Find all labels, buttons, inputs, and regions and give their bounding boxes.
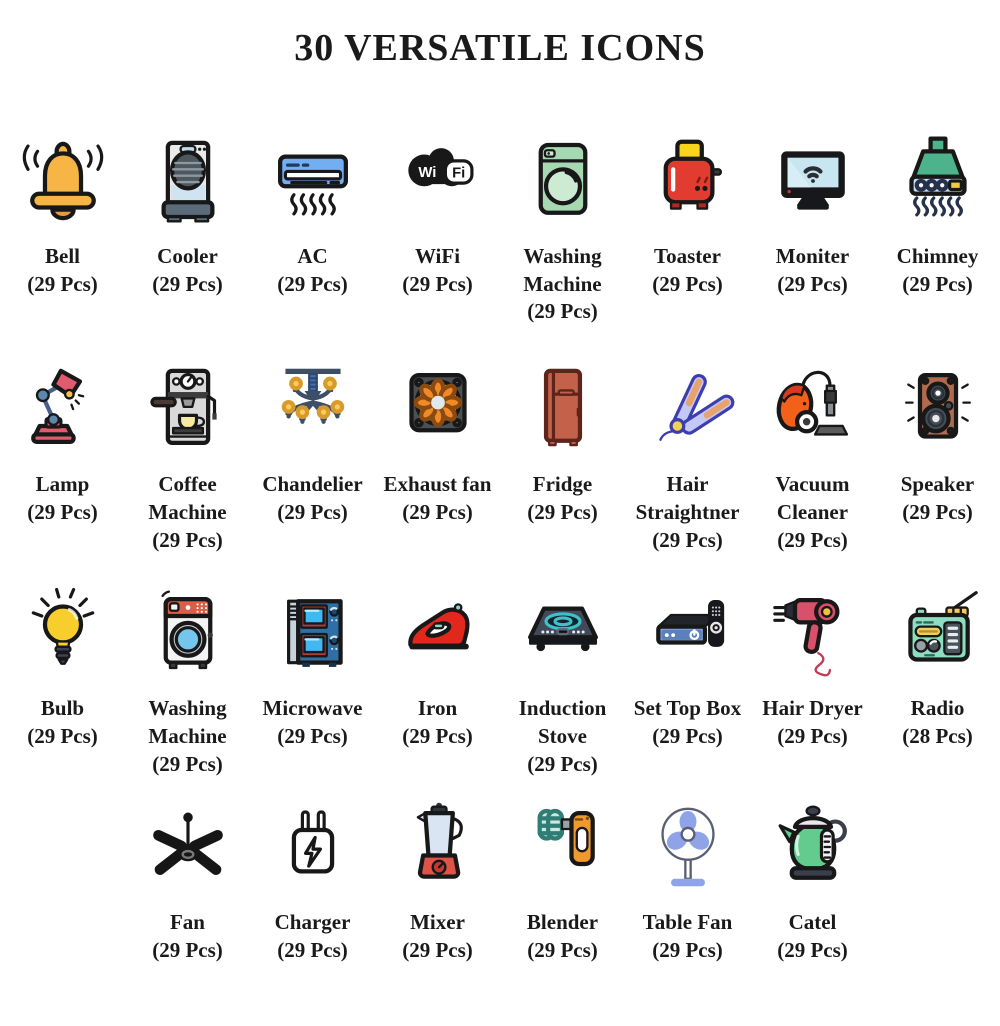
item-radio	[875, 576, 1000, 778]
item-name: Chandelier	[262, 472, 363, 497]
item-name: Blender	[526, 910, 599, 935]
ac-icon	[260, 124, 366, 238]
item-bell	[0, 124, 125, 326]
item-label	[507, 909, 619, 964]
item-table-fan	[625, 790, 750, 964]
wifi-icon	[385, 124, 491, 238]
speaker-icon	[885, 352, 991, 466]
item-charger	[250, 790, 375, 964]
item-vacuum-cleaner	[750, 352, 875, 554]
item-name: Coffee Machine	[148, 472, 227, 524]
item-coffee-machine	[125, 352, 250, 554]
icon-row-3	[0, 576, 1000, 778]
washing-machine-icon	[510, 124, 616, 238]
item-label	[507, 243, 619, 326]
item-label	[507, 695, 619, 778]
exhaust-fan-icon	[385, 352, 491, 466]
item-count: (29 Pcs)	[152, 751, 223, 776]
item-name: Set Top Box	[633, 696, 742, 721]
set-top-box-icon	[635, 576, 741, 690]
item-count: (29 Pcs)	[527, 751, 598, 776]
item-label	[7, 243, 119, 298]
item-name: WiFi	[414, 244, 461, 268]
toaster-icon	[635, 124, 741, 238]
hair-straightener-icon	[635, 352, 741, 466]
item-chandelier	[250, 352, 375, 554]
item-label	[257, 695, 369, 750]
item-count: (29 Pcs)	[277, 938, 348, 963]
item-name: Induction Stove	[518, 696, 607, 749]
bulb-icon	[10, 576, 116, 690]
charger-icon	[260, 790, 366, 904]
item-name: Bulb	[40, 696, 85, 721]
item-count: (29 Pcs)	[152, 938, 223, 963]
item-toaster	[625, 124, 750, 326]
item-name: Hair Straightner	[635, 472, 740, 524]
ceiling-fan-icon	[135, 790, 241, 904]
item-washing-machine	[500, 124, 625, 326]
table-fan-icon	[635, 790, 741, 904]
item-count: (29 Pcs)	[777, 724, 848, 749]
item-count: (29 Pcs)	[152, 271, 223, 296]
item-count: (29 Pcs)	[27, 271, 98, 296]
item-count: (29 Pcs)	[402, 499, 473, 524]
item-label	[382, 471, 494, 526]
item-label	[132, 695, 244, 778]
item-blender	[500, 790, 625, 964]
item-name: Fan	[169, 910, 205, 935]
item-label	[132, 471, 244, 554]
kettle-icon	[760, 790, 866, 904]
iron-icon	[385, 576, 491, 690]
item-count: (29 Pcs)	[652, 271, 723, 296]
item-count: (29 Pcs)	[777, 271, 848, 296]
item-count: (29 Pcs)	[527, 299, 598, 324]
item-name: Speaker	[900, 472, 975, 497]
item-name: Washing Machine	[523, 244, 602, 296]
item-count: (29 Pcs)	[277, 499, 348, 524]
icon-row-4	[0, 790, 1000, 964]
item-label	[632, 471, 744, 554]
chimney-icon	[885, 124, 991, 238]
item-bulb	[0, 576, 125, 778]
item-count: (29 Pcs)	[27, 499, 98, 524]
item-count: (29 Pcs)	[402, 271, 473, 296]
item-count: (29 Pcs)	[277, 724, 348, 749]
item-fridge	[500, 352, 625, 554]
item-label	[882, 695, 994, 750]
mixer-icon	[385, 790, 491, 904]
coffee-machine-icon	[135, 352, 241, 466]
item-label	[882, 471, 994, 526]
item-name: Catel	[788, 910, 837, 935]
item-label	[757, 909, 869, 964]
item-label	[757, 243, 869, 298]
item-name: Mixer	[410, 910, 465, 935]
item-count: (29 Pcs)	[652, 938, 723, 963]
item-label	[382, 909, 494, 964]
item-name: Toaster	[654, 244, 721, 268]
item-count: (29 Pcs)	[527, 938, 598, 963]
icon-row-1	[0, 124, 1000, 326]
item-label	[382, 243, 494, 298]
item-chimney	[875, 124, 1000, 326]
item-count: (29 Pcs)	[902, 499, 973, 524]
item-hair-straightener	[625, 352, 750, 554]
item-iron	[375, 576, 500, 778]
item-label	[257, 471, 369, 526]
item-count: (29 Pcs)	[402, 938, 473, 963]
item-name: Vacuum Cleaner	[775, 472, 850, 524]
item-count: (29 Pcs)	[652, 724, 723, 749]
item-lamp	[0, 352, 125, 554]
item-exhaust-fan	[375, 352, 500, 554]
item-wifi	[375, 124, 500, 326]
bell-icon	[10, 124, 116, 238]
item-induction-stove	[500, 576, 625, 778]
item-washing-machine-front	[125, 576, 250, 778]
item-name: Cooler	[157, 244, 218, 268]
item-count: (29 Pcs)	[402, 724, 473, 749]
item-count: (29 Pcs)	[152, 527, 223, 552]
item-label	[132, 909, 244, 964]
item-label	[632, 243, 744, 298]
item-label	[757, 695, 869, 750]
induction-stove-icon	[510, 576, 616, 690]
wifi-wi-text: Wi	[417, 164, 436, 181]
item-count: (29 Pcs)	[777, 527, 848, 552]
item-name: Chimney	[896, 244, 979, 268]
item-fan	[125, 790, 250, 964]
item-cooler	[125, 124, 250, 326]
washing-machine-front-icon	[135, 576, 241, 690]
page-title: 30 VERSATILE ICONS	[294, 27, 706, 69]
item-name: Exhaust fan	[383, 472, 492, 497]
icon-row-2	[0, 352, 1000, 554]
item-label	[7, 471, 119, 526]
wifi-fi-text: Fi	[451, 165, 465, 182]
item-ac	[250, 124, 375, 326]
microwave-icon	[260, 576, 366, 690]
item-monitor	[750, 124, 875, 326]
item-hair-dryer	[750, 576, 875, 778]
item-mixer	[375, 790, 500, 964]
item-label	[882, 243, 994, 298]
item-count: (29 Pcs)	[527, 499, 598, 524]
item-count: (29 Pcs)	[777, 938, 848, 963]
item-count: (29 Pcs)	[27, 724, 98, 749]
item-count: (29 Pcs)	[652, 527, 723, 552]
blender-icon	[510, 790, 616, 904]
item-label	[507, 471, 619, 526]
item-name: Moniter	[775, 244, 850, 268]
item-name: Bell	[45, 244, 80, 268]
item-name: Fridge	[532, 472, 593, 497]
item-label	[382, 695, 494, 750]
item-label	[257, 243, 369, 298]
vacuum-cleaner-icon	[760, 352, 866, 466]
item-name: Table Fan	[642, 910, 733, 935]
item-count: (29 Pcs)	[277, 271, 348, 296]
item-label	[632, 909, 744, 964]
item-microwave	[250, 576, 375, 778]
lamp-icon	[10, 352, 116, 466]
radio-icon	[885, 576, 991, 690]
item-kettle	[750, 790, 875, 964]
item-label	[632, 695, 744, 750]
item-label	[257, 909, 369, 964]
item-label	[7, 695, 119, 750]
item-count: (29 Pcs)	[902, 271, 973, 296]
hair-dryer-icon	[760, 576, 866, 690]
item-count: (28 Pcs)	[902, 724, 973, 749]
chandelier-icon	[260, 352, 366, 466]
cooler-icon	[135, 124, 241, 238]
item-name: Iron	[417, 696, 458, 721]
item-name: AC	[297, 244, 328, 268]
item-label	[757, 471, 869, 554]
item-speaker	[875, 352, 1000, 554]
item-name: Lamp	[35, 472, 90, 497]
item-label	[132, 243, 244, 298]
item-name: Charger	[274, 910, 351, 935]
item-name: Hair Dryer	[762, 696, 863, 721]
fridge-icon	[510, 352, 616, 466]
item-name: Microwave	[262, 696, 363, 721]
item-set-top-box	[625, 576, 750, 778]
monitor-icon	[760, 124, 866, 238]
item-name: Washing Machine	[148, 696, 227, 749]
item-name: Radio	[910, 696, 965, 721]
